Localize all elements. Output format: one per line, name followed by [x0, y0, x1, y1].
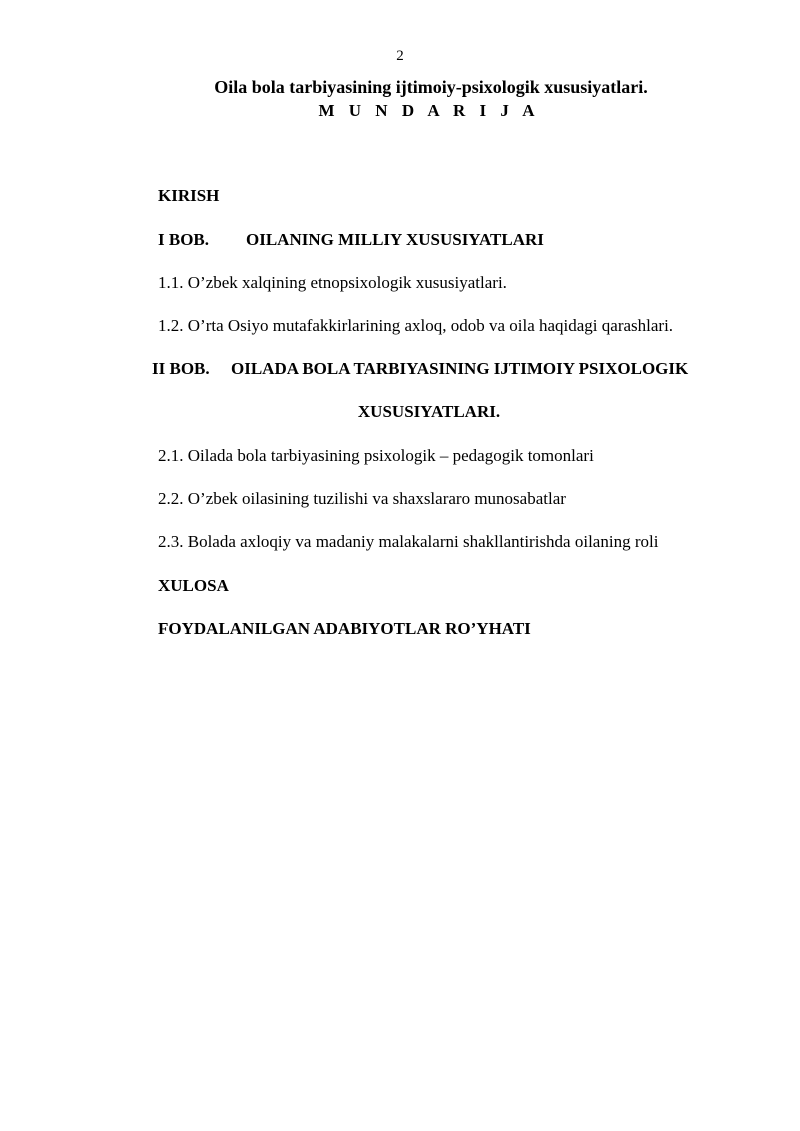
toc-section-2-1: 2.1. Oilada bola tarbiyasining psixologik – pedagogik tomonlari — [158, 446, 594, 465]
chapter-1-label: I BOB. — [158, 230, 210, 249]
toc-chapter-2-title-cont: XUSUSIYATLARI. — [357, 402, 501, 421]
page-number: 2 — [396, 48, 404, 64]
toc-conclusion: XULOSA — [158, 576, 229, 595]
chapter-2-title: OILADA BOLA TARBIYASINING IJTIMOIY PSIXOLOGIK — [231, 359, 689, 378]
chapter-2-label: II BOB. — [152, 359, 210, 378]
chapter-1-title: OILANING MILLIY XUSUSIYATLARI — [246, 230, 544, 249]
toc-chapter-2 — [152, 358, 688, 380]
toc-heading: M U N D A R I J A — [318, 101, 540, 120]
document-title: Oila bola tarbiyasining ijtimoiy-psixologik xususiyatlari. — [214, 77, 648, 97]
toc-chapter-1 — [158, 229, 544, 251]
toc-section-2-3: 2.3. Bolada axloqiy va madaniy malakalarni shakllantirishda oilaning roli — [158, 532, 659, 551]
toc-section-1-2: 1.2. O’rta Osiyo mutafakkirlarining axloq, odob va oila haqidagi qarashlari. — [158, 316, 674, 335]
toc-section-1-1: 1.1. O’zbek xalqining etnopsixologik xususiyatlari. — [158, 273, 507, 292]
toc-intro: KIRISH — [158, 186, 220, 205]
toc-section-2-2: 2.2. O’zbek oilasining tuzilishi va shaxslararo munosabatlar — [158, 489, 566, 508]
toc-references: FOYDALANILGAN ADABIYOTLAR RO’YHATI — [158, 619, 531, 638]
